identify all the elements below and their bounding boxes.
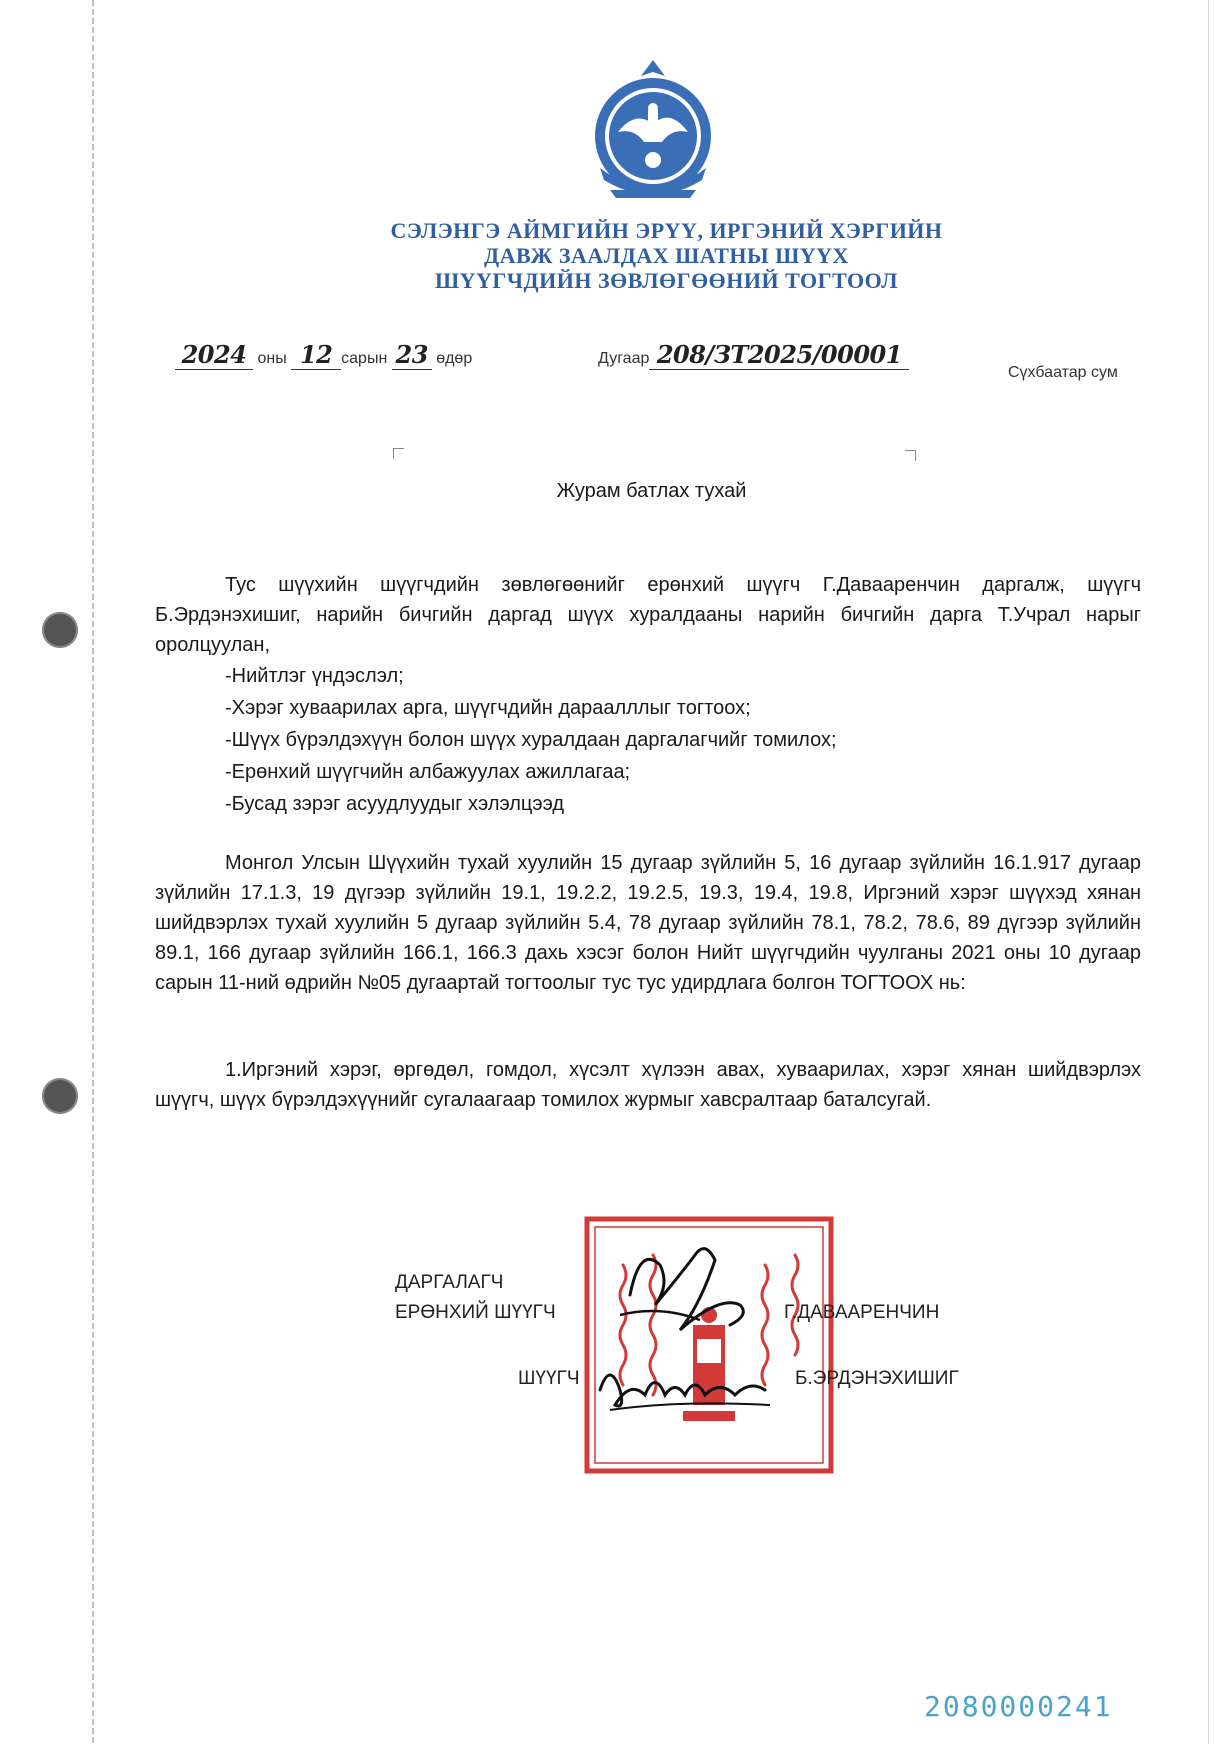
decision-text: 1.Иргэний хэрэг, өргөдөл, гомдол, хүсэлт хүлээн авах, хуваарилах, хэрэг хянан шийдвэрлэх шүүгч, шүүх бүрэлдэхүүнийг сугалаагаар томилох журмыг хавсралтаар баталсугай. — [155, 1059, 1141, 1111]
body-section — [155, 570, 1141, 820]
number-field — [598, 340, 909, 370]
date-field — [175, 340, 472, 370]
document-title: Журам батлах тухай — [556, 480, 747, 502]
document-number: 208/ЗТ2025/00001 — [649, 340, 909, 370]
date-year: 2024 — [175, 340, 253, 370]
title-corner-right — [905, 450, 916, 461]
header-line-3: ШҮҮГЧДИЙН ЗӨВЛӨГӨӨНИЙ ТОГТООЛ — [434, 268, 899, 293]
legal-basis-paragraph — [155, 848, 1141, 998]
list-item: -Ерөнхий шүүгчийн албажуулах ажиллагаа; — [225, 761, 631, 783]
list-item: -Нийтлэг үндэслэл; — [225, 665, 404, 687]
judge-name: Б.ЭРДЭНЭХИШИГ — [795, 1368, 959, 1389]
header-line-2: ДАВЖ ЗААЛДАХ ШАТНЫ ШҮҮХ — [484, 243, 849, 268]
list-item: -Шүүх бүрэлдэхүүн болон шүүх хуралдаан даргалагчийг томилох; — [225, 729, 837, 751]
year-label: оны — [257, 350, 287, 367]
list-item: -Хэрэг хуваарилах арга, шүүгчдийн дараалллыг тогтоох; — [225, 697, 751, 719]
document-code: 2080000241 — [924, 1690, 1113, 1723]
judge-label: ШҮҮГЧ — [518, 1368, 580, 1389]
number-label: Дугаар — [598, 350, 650, 367]
punch-hole-bottom — [42, 1078, 78, 1114]
date-day: 23 — [392, 340, 432, 370]
title-corner-left — [393, 448, 404, 459]
intro-paragraph: Тус шүүхийн шүүгчдийн зөвлөгөөнийг ерөнхий шүүгч Г.Давааренчин даргалж, шүүгч Б.Эрдэнэхишиг, нарийн бичгийн даргад шүүх хуралдааны нарийн бичгийн дарга Т.Учрал нарыг оролцуулан, — [155, 574, 1141, 656]
punch-hole-top — [42, 612, 78, 648]
header-line-1: СЭЛЭНГЭ АЙМГИЙН ЭРҮҮ, ИРГЭНИЙ ХЭРГИЙН — [390, 218, 943, 243]
chair-label: ДАРГАЛАГЧ — [395, 1272, 504, 1293]
legal-basis-text: Монгол Улсын Шүүхийн тухай хуулийн 15 дугаар зүйлийн 5, 16 дугаар зүйлийн 16.1.917 дугаар зүйлийн 17.1.3, 19 дүгээр зүйлийн 19.1, 19.2.2, 19.2.5, 19.3, 19.4, 19.8, Иргэний хэрэг шүүхэд хянан шийдвэрлэх тухай хуулийн 5 дугаар зүйлийн 5.4, 78 дугаар зүйлийн 78.1, 78.2, 78.6, 89 дүгээр зүйлийн 89.1, 166 дугаар зүйлийн 166.1, 166.3 дахь хэсэг болон Нийт шүүгчдийн чуулганы 2021 оны 10 дугаар сарын 11-ний өдрийн №05 дугаартай тогтоолыг тус тус удирдлага болгон ТОГТООХ нь: — [155, 852, 1141, 994]
decision-paragraph — [155, 1055, 1141, 1115]
list-item: -Бусад зэрэг асуудлуудыг хэлэлцээд — [225, 793, 565, 815]
chief-judge-signature-icon — [600, 1235, 770, 1345]
day-label: өдөр — [436, 350, 473, 367]
judge-signature-icon — [590, 1350, 780, 1420]
chief-judge-label: ЕРӨНХИЙ ШҮҮГЧ — [395, 1302, 556, 1323]
date-month: 12 — [291, 340, 341, 370]
place-label: Сүхбаатар сум — [1008, 364, 1118, 381]
state-emblem-icon — [590, 58, 716, 208]
chief-judge-name: Г.ДАВААРЕНЧИН — [784, 1302, 940, 1323]
month-label: сарын — [341, 350, 388, 367]
